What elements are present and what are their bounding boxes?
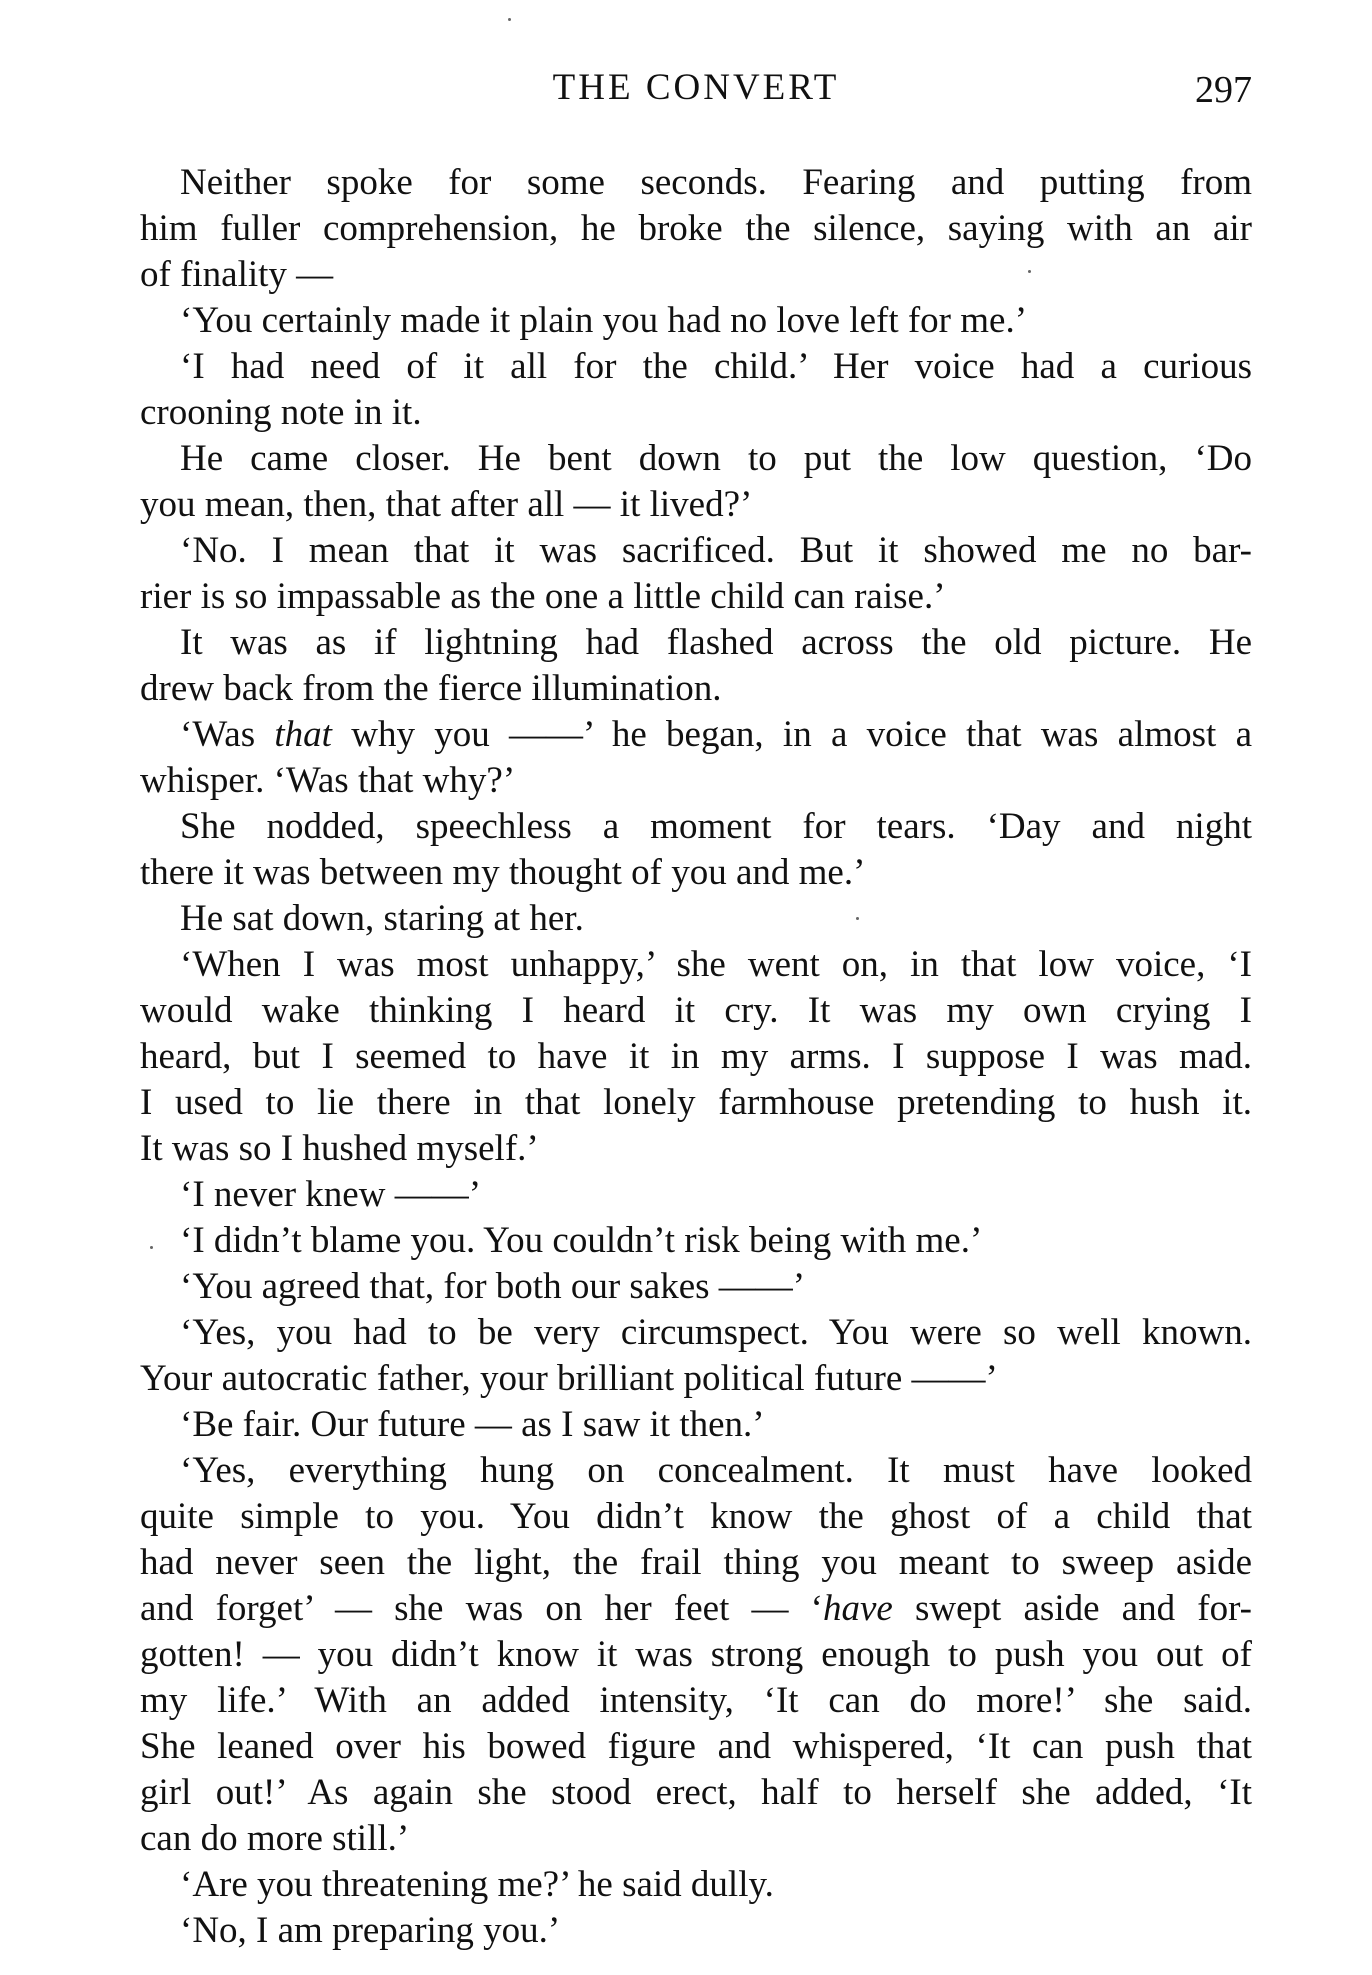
text-line: my life.’ With an added intensity, ‘It can do more!’ she said.: [140, 1680, 1252, 1721]
text-line: rier is so impassable as the one a little child can raise.’: [140, 576, 946, 617]
text-line: ‘Be fair. Our future — as I saw it then.’: [180, 1404, 765, 1445]
text-line: He sat down, staring at her.: [180, 898, 584, 939]
text-line: It was as if lightning had flashed across the old picture. He: [180, 622, 1252, 663]
text-line: quite simple to you. You didn’t know the ghost of a child that: [140, 1496, 1252, 1537]
text-line: drew back from the fierce illumination.: [140, 668, 722, 709]
text-line: ‘I had need of it all for the child.’ Her voice had a curious: [180, 346, 1252, 387]
text-line: ‘No. I mean that it was sacrificed. But it showed me no bar-: [180, 530, 1252, 571]
paper-speck: [1028, 270, 1031, 273]
text-line: had never seen the light, the frail thing you meant to sweep aside: [140, 1542, 1252, 1583]
text-line: ‘You certainly made it plain you had no love left for me.’: [180, 300, 1028, 341]
text-line: ‘I never knew ——’: [180, 1174, 482, 1215]
text-line: him fuller comprehension, he broke the silence, saying with an air: [140, 208, 1252, 249]
text-line: I used to lie there in that lonely farmhouse pretending to hush it.: [140, 1082, 1252, 1123]
text-line: you mean, then, that after all — it lived?’: [140, 484, 753, 525]
text-line: She nodded, speechless a moment for tears. ‘Day and night: [180, 806, 1252, 847]
text-line: whisper. ‘Was that why?’: [140, 760, 516, 801]
text-line: ‘Yes, everything hung on concealment. It must have looked: [180, 1450, 1252, 1491]
text-line: ‘No, I am preparing you.’: [180, 1910, 561, 1951]
text-line: ‘When I was most unhappy,’ she went on, in that low voice, ‘I: [180, 944, 1252, 985]
paper-speck: [856, 917, 859, 920]
text-line: He came closer. He bent down to put the low question, ‘Do: [180, 438, 1252, 479]
text-line: Neither spoke for some seconds. Fearing and putting from: [180, 162, 1252, 203]
running-head: [140, 66, 1252, 116]
text-line: She leaned over his bowed figure and whispered, ‘It can push that: [140, 1726, 1252, 1767]
text-line: and forget’ — she was on her feet — ‘have swept aside and for-: [140, 1588, 1252, 1629]
text-line: ‘I didn’t blame you. You couldn’t risk being with me.’: [180, 1220, 983, 1261]
text-line: ‘Was that why you ——’ he began, in a voice that was almost a: [180, 714, 1253, 755]
text-line: of finality —: [140, 254, 334, 295]
text-line: crooning note in it.: [140, 392, 422, 433]
text-line: ‘You agreed that, for both our sakes ——’: [180, 1266, 806, 1307]
paper-speck: [508, 18, 511, 21]
text-line: It was so I hushed myself.’: [140, 1128, 539, 1169]
body-text: [140, 160, 1252, 1954]
text-line: gotten! — you didn’t know it was strong enough to push you out of: [140, 1634, 1252, 1675]
text-line: ‘Are you threatening me?’ he said dully.: [180, 1864, 774, 1905]
text-line: can do more still.’: [140, 1818, 410, 1859]
page-number: 297: [1195, 69, 1252, 111]
text-line: there it was between my thought of you and me.’: [140, 852, 866, 893]
paper-speck: [150, 1246, 153, 1249]
text-line: Your autocratic father, your brilliant political future ——’: [140, 1358, 998, 1399]
running-title: THE CONVERT: [552, 67, 840, 108]
text-line: girl out!’ As again she stood erect, half to herself she added, ‘It: [140, 1772, 1252, 1813]
text-line: heard, but I seemed to have it in my arms. I suppose I was mad.: [140, 1036, 1252, 1077]
text-line: would wake thinking I heard it cry. It was my own crying I: [140, 990, 1252, 1031]
text-line: ‘Yes, you had to be very circumspect. You were so well known.: [180, 1312, 1252, 1353]
